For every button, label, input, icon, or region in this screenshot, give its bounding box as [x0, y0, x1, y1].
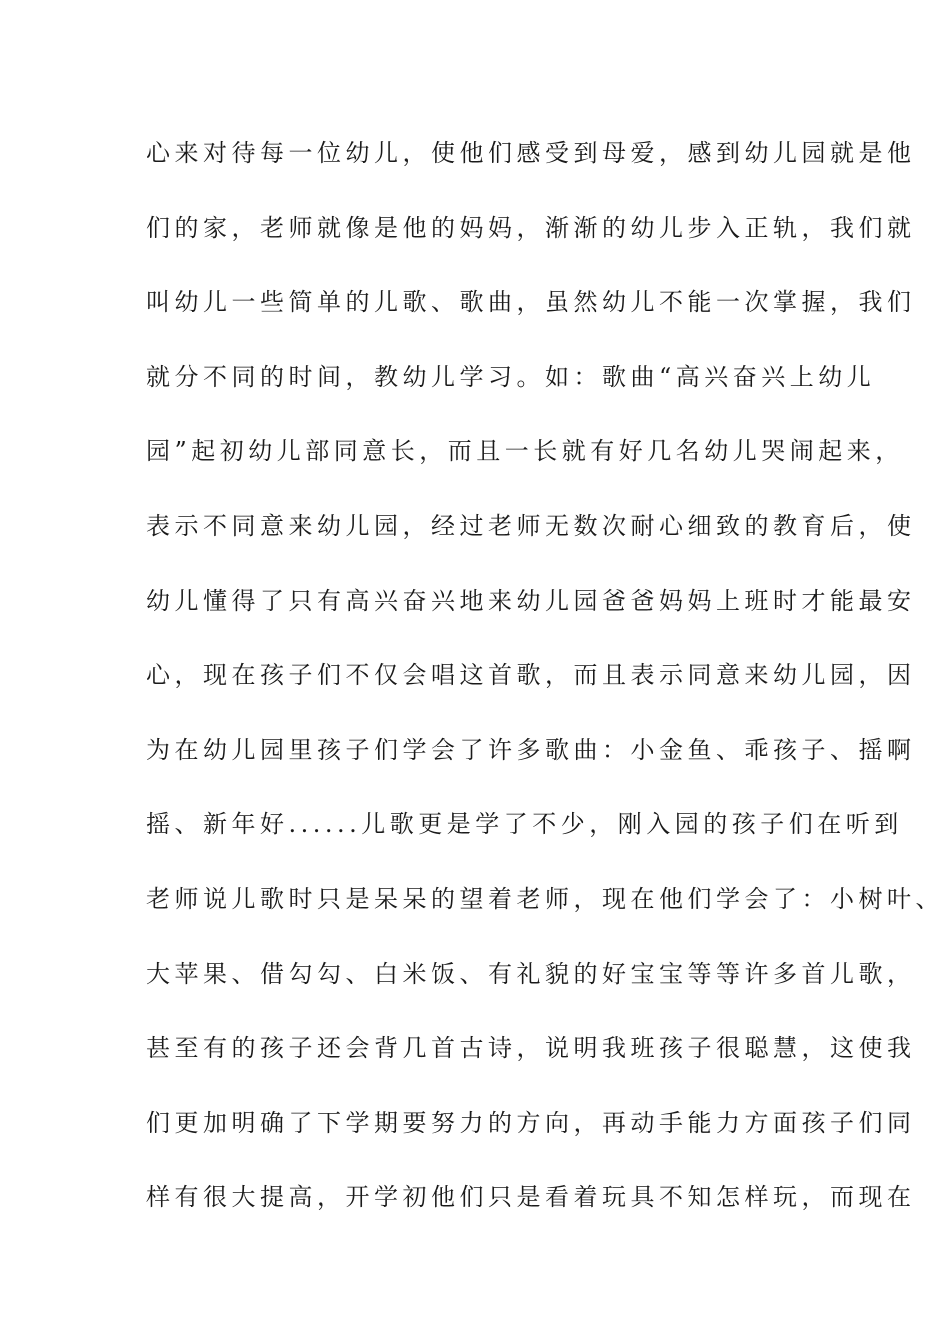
text-line: 园”起初幼儿部同意长，而且一长就有好几名幼儿哭闹起来， — [146, 437, 904, 466]
text-line: 们更加明确了下学期要努力的方向，再动手能力方面孩子们同 — [146, 1108, 916, 1137]
text-line: 甚至有的孩子还会背几首古诗，说明我班孩子很聪慧，这使我 — [146, 1034, 916, 1063]
text-line: 样有很大提高，开学初他们只是看着玩具不知怎样玩，而现在 — [146, 1183, 916, 1212]
text-line: 叫幼儿一些简单的儿歌、歌曲，虽然幼儿不能一次掌握，我们 — [146, 288, 916, 317]
body-paragraph — [146, 133, 944, 1252]
text-line: 为在幼儿园里孩子们学会了许多歌曲：小金鱼、乖孩子、摇啊 — [146, 735, 916, 764]
text-line: 幼儿懂得了只有高兴奋兴地来幼儿园爸爸妈妈上班时才能最安 — [146, 586, 916, 615]
text-line: 老师说儿歌时只是呆呆的望着老师，现在他们学会了：小树叶、 — [146, 884, 944, 913]
text-line: 表示不同意来幼儿园，经过老师无数次耐心细致的教育后，使 — [146, 511, 916, 540]
text-line: 们的家，老师就像是他的妈妈，渐渐的幼儿步入正轨，我们就 — [146, 213, 916, 242]
text-line: 就分不同的时间，教幼儿学习。如：歌曲“高兴奋兴上幼儿 — [146, 362, 876, 391]
text-line: 摇、新年好......儿歌更是学了不少，刚入园的孩子们在听到 — [146, 810, 903, 839]
text-line: 大苹果、借勾勾、白米饭、有礼貌的好宝宝等等许多首儿歌， — [146, 959, 916, 988]
text-line: 心，现在孩子们不仅会唱这首歌，而且表示同意来幼儿园，因 — [146, 661, 916, 690]
text-line: 心来对待每一位幼儿，使他们感受到母爱，感到幼儿园就是他 — [146, 139, 916, 167]
